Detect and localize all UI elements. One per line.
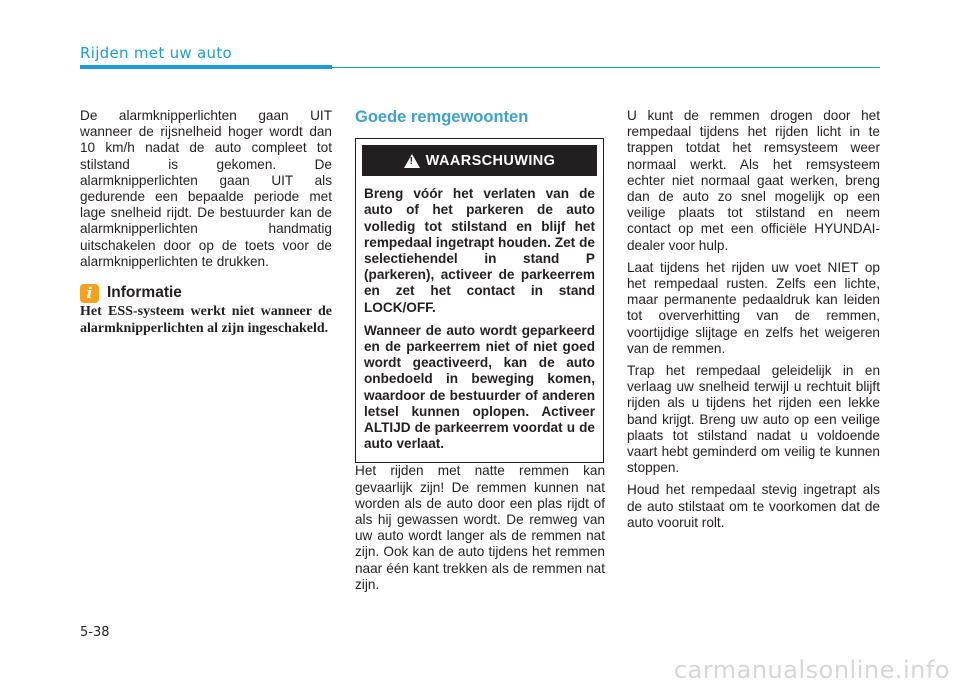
info-icon: i [80,284,99,303]
page-number: 5-38 [80,625,110,640]
watermark: carmanualsonline.info [673,656,950,684]
header-accent-bar [80,65,332,69]
wet-brakes-paragraph: Het rijden met natte remmen kan gevaarlijk zijn! De remmen kunnen nat worden als de auto door een plas rijdt of als hij gewassen wordt. De remweg van uw auto wordt langer als de remmen nat zijn. Ook kan de auto tijdens het remmen naar één kant trekken als de remmen nat zijn. [355,463,605,592]
info-label: Informatie [107,284,182,302]
warning-paragraph: Breng vóór het verlaten van de auto of het parkeren de auto volledig tot stilstand en blijf het rempedaal ingetrapt houden. Zet de selectiehendel in stand P (parkeren), activeer de parkeerrem en zet het contact in stand LOCK/OFF. [364,186,595,315]
hazard-lights-paragraph: De alarmknipperlichten gaan UIT wanneer de rijsnelheid hoger wordt dan 10 km/h nadat de auto compleet tot stilstand is gekomen. De alarmknipperlichten gaan UIT als gedurende een bepaalde periode met lage snelheid rijdt. De bestuurder kan de alarmknipperlichten handmatig uitschakelen door op de toets voor de alarmknipperlichten te drukken. [80,108,332,269]
body-paragraph: Houd het rempedaal stevig ingetrapt als de auto stilstaat om te voorkomen dat de auto vooruit rolt. [627,482,880,530]
warning-box [355,138,604,463]
info-text: Het ESS-systeem werkt niet wanneer de alarmknipperlichten al zijn ingeschakeld. [80,304,332,337]
warning-header [362,145,597,176]
braking-section-title: Goede remgewoonten [355,108,529,126]
warning-body [356,176,603,462]
column-left [80,108,332,343]
column-right [627,108,880,537]
body-paragraph: Trap het rempedaal geleidelijk in en verlaag uw snelheid terwijl u rechtuit blijft rijden als u tijdens het rijden een lekke band krijgt. Breng uw auto op een veilige plaats tot stilstand nadat u voldoende vaart hebt geminderd om veilig te kunnen stoppen. [627,363,880,476]
warning-triangle-icon: ! [404,154,420,168]
body-paragraph: Laat tijdens het rijden uw voet NIET op het rempedaal rusten. Zelfs een lichte, maar permanente pedaaldruk kan leiden tot oververhitting van de remmen, voortijdige slijtage en zelfs het weigeren van de remmen. [627,259,880,356]
warning-label: WAARSCHUWING [425,152,556,169]
body-paragraph: U kunt de remmen drogen door het rempedaal tijdens het rijden licht in te trappen totdat het remsysteem weer normaal werkt. Als het remsysteem echter niet normaal gaat werken, breng dan de auto zo snel mogelijk op een veilige plaats tot stilstand en neem contact op met een officiële HYUNDAI-dealer voor hulp. [627,108,880,253]
warning-paragraph: Wanneer de auto wordt geparkeerd en de parkeerrem niet of niet goed wordt geactiveerd, kan de auto onbedoeld in beweging komen, waardoor de bestuurder of anderen letsel kunnen oplopen. Activeer ALTIJD de parkeerrem voordat u de auto verlaat. [364,322,595,452]
column-middle [355,108,605,599]
info-heading [80,284,332,303]
section-header-title: Rijden met uw auto [80,44,232,62]
header-rule [332,67,880,68]
